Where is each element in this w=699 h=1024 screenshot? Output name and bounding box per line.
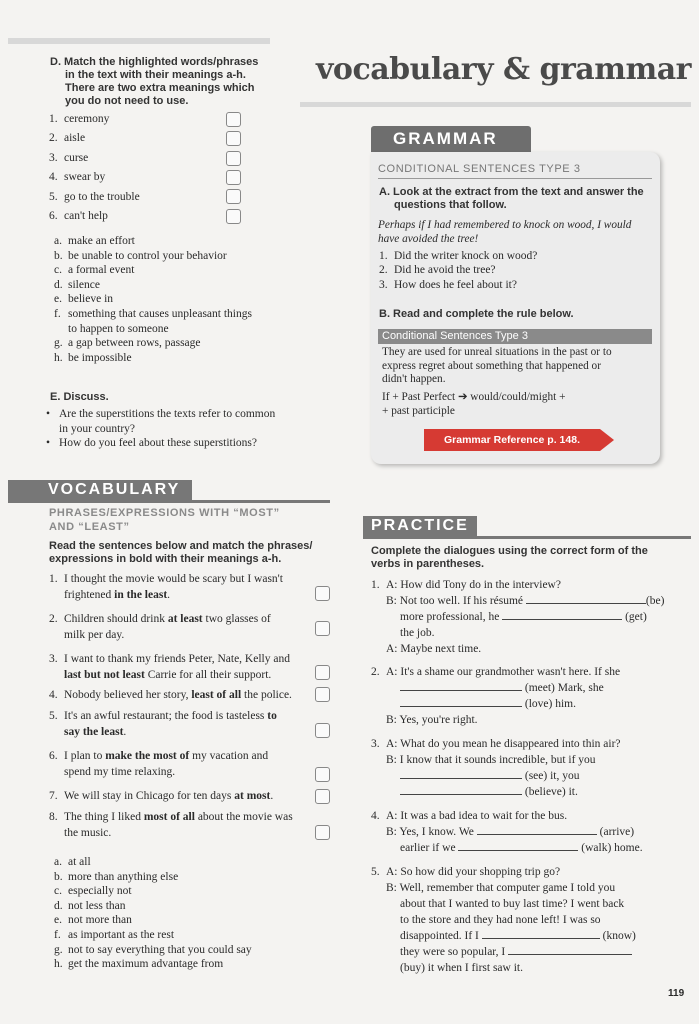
list-item: g. a gap between rows, passage: [54, 337, 201, 350]
list-item: c. especially not: [54, 885, 132, 898]
vocabulary-tab: VOCABULARY: [8, 480, 192, 502]
answer-box[interactable]: [315, 586, 330, 601]
answer-box[interactable]: [315, 723, 330, 738]
sentence-item: 1. I thought the movie would be scary but I wasn't frightened in the least.: [49, 573, 283, 601]
blank-input[interactable]: [482, 928, 600, 939]
section-d-instruction: D. Match the highlighted words/phrases in the text with their meanings a-h. There are two extra meanings which you do not need to use.: [50, 56, 259, 107]
blank-input[interactable]: [400, 768, 522, 779]
sentence-item: 7. We will stay in Chicago for ten days at most.: [49, 790, 274, 802]
title-divider: [300, 102, 691, 107]
section-d-items: [49, 112, 140, 228]
grammar-a-heading: A. Look at the extract from the text and answer the questions that follow.: [379, 186, 644, 211]
list-item: 5. go to the trouble: [49, 190, 140, 203]
blank-input[interactable]: [400, 784, 522, 795]
list-item: d. silence: [54, 278, 100, 291]
answer-box[interactable]: [226, 151, 241, 166]
subtitle-underline: [378, 178, 652, 179]
blank-input[interactable]: [502, 609, 622, 620]
grammar-extract: Perhaps if I had remembered to knock on wood, I would have avoided the tree!: [378, 219, 632, 245]
list-item: to happen to someone: [68, 322, 169, 335]
list-item: h. get the maximum advantage from: [54, 958, 224, 971]
vocabulary-sentences: [49, 571, 293, 845]
answer-box[interactable]: [315, 687, 330, 702]
vocabulary-meanings: [54, 855, 252, 972]
answer-box[interactable]: [315, 825, 330, 840]
page-number: 119: [668, 988, 685, 999]
practice-tab: PRACTICE: [363, 516, 477, 538]
grammar-tab: GRAMMAR: [371, 126, 531, 152]
list-item: in your country?: [59, 422, 136, 435]
page-title: vocabulary & grammar: [316, 52, 691, 87]
section-e-heading: E. Discuss.: [50, 391, 109, 403]
vocabulary-instruction: Read the sentences below and match the phrases/ expressions in bold with their meanings a-h.: [49, 540, 313, 565]
list-item: g. not to say everything that you could say: [54, 943, 252, 956]
sentence-item: 5. It's an awful restaurant; the food is tasteless to say the least.: [49, 710, 277, 738]
vocabulary-divider: [8, 500, 330, 503]
answer-box[interactable]: [226, 112, 241, 127]
blank-input[interactable]: [477, 824, 597, 835]
dialogue-3: 3. A: What do you mean he disappeared into thin air? B: I know that it sounds incredible, but if you (see) it, you (believe) it.: [371, 738, 621, 798]
dialogue-5: 5. A: So how did your shopping trip go? B: Well, remember that computer game I told you about that I wanted to buy last time? I went back to the store and they had none left! I was so disappointed. If I (know) they were so popular, I (buy) it when I first saw it.: [371, 866, 636, 974]
top-divider: [8, 38, 270, 44]
list-item: 2. Did he avoid the tree?: [379, 264, 496, 277]
practice-divider: [363, 536, 691, 539]
grammar-reference-arrow: [600, 429, 614, 451]
list-item: • Are the superstitions the texts refer to common: [46, 408, 276, 420]
blank-input[interactable]: [400, 696, 522, 707]
list-item: 3. curse: [49, 151, 89, 164]
vocabulary-subtitle: PHRASES/EXPRESSIONS WITH “MOST” AND “LEAST”: [49, 507, 280, 533]
rule-title: Conditional Sentences Type 3: [378, 329, 652, 344]
list-item: 2. aisle: [49, 132, 86, 145]
answer-box[interactable]: [315, 621, 330, 636]
blank-input[interactable]: [400, 680, 522, 691]
list-item: b. be unable to control your behavior: [54, 249, 227, 262]
dialogue-4: 4. A: It was a bad idea to wait for the bus. B: Yes, I know. We (arrive) earlier if we (walk) home.: [371, 810, 643, 854]
answer-box[interactable]: [226, 170, 241, 185]
blank-input[interactable]: [508, 944, 632, 955]
answer-box[interactable]: [315, 665, 330, 680]
list-item: a. make an effort: [54, 235, 135, 247]
answer-box[interactable]: [226, 189, 241, 204]
answer-box[interactable]: [315, 767, 330, 782]
list-item: d. not less than: [54, 899, 126, 912]
section-e-bullets: [46, 407, 275, 451]
list-item: 3. How does he feel about it?: [379, 278, 517, 291]
blank-input[interactable]: [526, 593, 646, 604]
dialogue-1: 1. A: How did Tony do in the interview? B: Not too well. If his résumé (be) more professional, he (get) the job. A: Maybe next time.: [371, 579, 665, 655]
answer-box[interactable]: [315, 789, 330, 804]
sentence-item: 4. Nobody believed her story, least of all the police.: [49, 689, 292, 701]
list-item: h. be impossible: [54, 351, 132, 364]
sentence-item: 3. I want to thank my friends Peter, Nate, Kelly and last but not least Carrie for all their support.: [49, 653, 290, 681]
list-item: e. not more than: [54, 914, 132, 927]
list-item: c. a formal event: [54, 264, 135, 277]
grammar-subtitle: CONDITIONAL SENTENCES TYPE 3: [378, 163, 581, 175]
list-item: e. believe in: [54, 293, 114, 306]
practice-instruction: Complete the dialogues using the correct form of the verbs in parentheses.: [371, 545, 648, 570]
answer-box[interactable]: [226, 131, 241, 146]
list-item: 6. can't help: [49, 209, 108, 222]
answer-box[interactable]: [226, 209, 241, 224]
list-item: 1. Did the writer knock on wood?: [379, 250, 538, 262]
blank-input[interactable]: [458, 840, 578, 851]
sentence-item: 2. Children should drink at least two glasses of milk per day.: [49, 613, 271, 641]
list-item: f. as important as the rest: [54, 928, 175, 941]
list-item: • How do you feel about these superstitions?: [46, 437, 258, 450]
list-item: 4. swear by: [49, 171, 106, 184]
grammar-reference-button[interactable]: Grammar Reference p. 148.: [424, 429, 600, 451]
grammar-b-heading: B. Read and complete the rule below.: [379, 308, 574, 320]
section-d-meanings: [54, 234, 252, 365]
list-item: 1. ceremony: [49, 113, 110, 125]
list-item: a. at all: [54, 856, 91, 868]
rule-formula: If + Past Perfect ➔ would/could/might + + past participle: [382, 391, 566, 417]
grammar-questions: [379, 249, 537, 292]
list-item: b. more than anything else: [54, 870, 179, 883]
dialogue-2: 2. A: It's a shame our grandmother wasn't here. If she (meet) Mark, she (love) him. B: Yes, you're right.: [371, 666, 621, 726]
sentence-item: 6. I plan to make the most of my vacation and spend my time relaxing.: [49, 750, 269, 778]
sentence-item: 8. The thing I liked most of all about the movie was the music.: [49, 811, 293, 839]
list-item: f. something that causes unpleasant things: [54, 307, 252, 320]
rule-text: They are used for unreal situations in the past or to express regret about something that happened or didn't happen.: [382, 346, 612, 385]
